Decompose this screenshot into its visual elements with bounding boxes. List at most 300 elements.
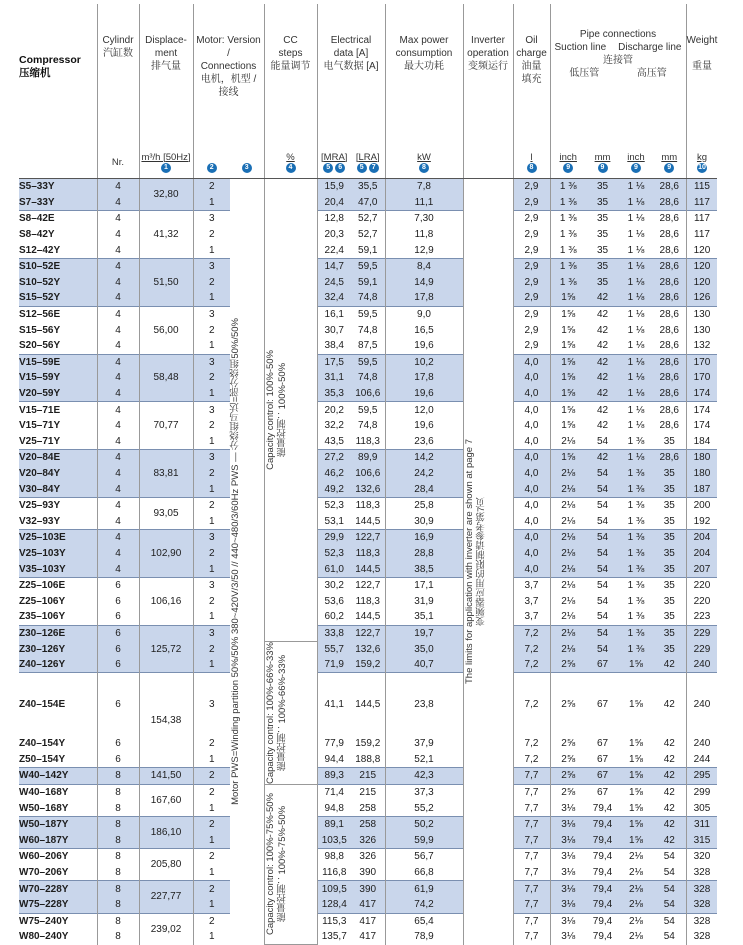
motor-version-cell: 1: [193, 561, 230, 577]
suction-inch-cell: 2⅛: [550, 561, 586, 577]
suction-mm-cell: 67: [596, 738, 609, 750]
oil-cell: 4,0: [513, 418, 550, 434]
lra-cell: 122,7: [351, 577, 385, 593]
oil-cell: 4,0: [513, 481, 550, 497]
suction-inch-cell: 1⅝: [550, 402, 586, 418]
motor-version-cell: 2: [193, 322, 230, 338]
motor-connection-note: [230, 179, 264, 945]
motor-version-cell: 1: [193, 338, 230, 354]
weight-cell: 170: [686, 370, 717, 386]
suction-mm-cell: 54: [596, 515, 609, 527]
weight-cell: 223: [686, 609, 717, 625]
oil-cell: 4,0: [513, 546, 550, 562]
cylinder-cell: 4: [97, 211, 139, 227]
table-row: [19, 736, 717, 752]
motor-version-cell: 1: [193, 657, 230, 673]
max-power-cell: 7,30: [385, 211, 463, 227]
mra-cell: 46,2: [317, 466, 351, 482]
cylinder-cell: 6: [97, 736, 139, 752]
lra-cell: 122,7: [351, 625, 385, 641]
model-cell: Z50–154Y: [19, 753, 66, 765]
suction-inch-cell: 3⅛: [550, 881, 586, 897]
discharge-inch-cell: 1 ⅛: [619, 211, 653, 227]
cylinder-cell: 4: [97, 481, 139, 497]
motor-version-cell: 3: [193, 402, 230, 418]
suction-mm-cell: 35: [596, 244, 609, 256]
model-cell: Z25–106E: [19, 577, 97, 593]
model-cell: W75–240Y: [19, 913, 97, 929]
suction-label: Suction line: [554, 42, 607, 53]
discharge-mm-cell: 28,6: [653, 290, 686, 306]
suction-inch-cell: 2⅛: [550, 513, 586, 529]
unit-inch2: inch 9: [619, 147, 653, 179]
mra-cell: 15,9: [317, 179, 351, 195]
lra-cell: 118,3: [355, 595, 380, 607]
cylinder-cell: 4: [97, 275, 139, 291]
discharge-inch-cell: 1 ⅛: [619, 258, 653, 274]
table-row: [19, 593, 717, 609]
discharge-inch-cell: 1 ⅛: [619, 275, 653, 291]
lra-cell: 144,5: [351, 561, 385, 577]
displacement-cell: 51,50: [139, 258, 193, 306]
table-row: [19, 402, 717, 418]
model-cell: S5–33Y: [19, 179, 97, 195]
weight-cell: 192: [686, 513, 717, 529]
suction-mm-cell: 35: [586, 258, 619, 274]
motor-version-cell: 2: [193, 849, 230, 865]
weight-cell: 174: [686, 386, 717, 402]
table-row: [19, 275, 717, 291]
mra-cell: 33,8: [317, 625, 351, 641]
table-row: [19, 513, 717, 529]
oil-cell: 7,7: [513, 865, 550, 881]
discharge-mm-cell: 35: [653, 577, 686, 593]
model-cell: V15–59Y: [19, 370, 97, 386]
oil-cell: 2,9: [513, 227, 550, 243]
discharge-mm-cell: 54: [663, 867, 675, 879]
table-row: [19, 577, 717, 593]
suction-inch-cell: 2⅛: [550, 577, 586, 593]
mra-cell: 89,3: [317, 768, 351, 785]
oil-cell: 2,9: [513, 290, 550, 306]
weight-cell: 328: [686, 929, 717, 945]
cylinder-cell: 4: [97, 306, 139, 322]
max-power-cell: 38,5: [385, 561, 463, 577]
suction-mm-cell: 67: [586, 768, 619, 785]
suction-inch-cell: 1 ⅜: [550, 275, 586, 291]
discharge-inch-cell: 1 ⅜: [619, 577, 653, 593]
discharge-inch-cell: 1 ⅛: [619, 179, 653, 195]
weight-cell: 328: [686, 865, 717, 881]
lra-cell: 144,5: [355, 611, 381, 623]
suction-mm-cell: 54: [586, 561, 619, 577]
mra-cell: 32,4: [317, 290, 351, 306]
motor-version-cell: 2: [193, 913, 230, 929]
table-row: [19, 657, 717, 673]
weight-cell: 126: [686, 290, 717, 306]
cylinder-header: Cylindr 汽缸数: [97, 4, 139, 147]
cylinder-cell: 4: [97, 290, 139, 306]
cylinder-cell: 4: [97, 322, 139, 338]
mra-cell: 53,1: [317, 513, 351, 529]
mra-cell: 135,7: [317, 929, 351, 945]
discharge-inch-cell: 1 ⅛: [627, 244, 645, 256]
model-cell: Z30–126E: [19, 625, 97, 641]
max-power-cell: 59,9: [385, 833, 463, 849]
discharge-inch-cell: 1 ⅜: [619, 546, 653, 562]
oil-cell: 7,7: [513, 897, 550, 913]
cylinder-cell: 4: [97, 179, 139, 195]
model-cell: W70–228Y: [19, 881, 97, 897]
motor-version-cell: 1: [193, 386, 230, 402]
mra-cell: 49,2: [317, 481, 351, 497]
discharge-inch-cell: 1 ⅜: [619, 530, 653, 546]
max-power-cell: 19,7: [385, 625, 463, 641]
oil-cell: 7,2: [513, 752, 550, 768]
table-row: [19, 752, 717, 768]
lra-cell: 390: [359, 867, 377, 879]
displacement-cell: 102,90: [139, 530, 193, 578]
discharge-mm-cell: 28,6: [653, 402, 686, 418]
unit-lra: [LRA] 5 7: [351, 147, 385, 179]
weight-cell: 117: [686, 211, 717, 227]
cylinder-cell: 4: [97, 242, 139, 258]
weight-cell: 180: [686, 466, 717, 482]
model-cell: V25–71Y: [19, 435, 61, 447]
oil-cell: 2,9: [513, 242, 550, 258]
discharge-inch-cell: 1⅝: [619, 673, 653, 736]
mra-cell: 20,4: [317, 195, 351, 211]
displacement-cell: 205,80: [139, 849, 193, 881]
motor-version-cell: 3: [193, 577, 230, 593]
weight-cell: 120: [686, 275, 717, 291]
mra-cell: 52,3: [317, 497, 351, 513]
discharge-mm-cell: 28,6: [653, 450, 686, 466]
max-power-cell: 55,2: [385, 800, 463, 816]
motor-version-cell: 1: [193, 800, 230, 816]
mra-cell: 98,8: [317, 849, 351, 865]
discharge-mm-cell: 35: [663, 595, 675, 607]
discharge-mm-cell: 28,6: [659, 244, 679, 256]
high-pressure-label: 高压管: [636, 68, 667, 79]
unit-pct: % 4: [264, 147, 317, 179]
lra-cell: 417: [359, 931, 377, 943]
table-row: [19, 784, 717, 800]
discharge-mm-cell: 54: [653, 913, 686, 929]
suction-inch-cell: 1⅝: [550, 306, 586, 322]
oil-cell: 7,2: [513, 641, 550, 657]
discharge-mm-cell: 28,6: [653, 195, 686, 211]
discharge-mm-cell: 42: [663, 802, 675, 814]
model-cell: V25–103E: [19, 530, 97, 546]
discharge-inch-cell: 1⅝: [619, 816, 653, 832]
suction-inch-cell: 3⅛: [550, 929, 586, 945]
weight-cell: 174: [686, 402, 717, 418]
suction-inch-cell: 2⅛: [550, 497, 586, 513]
suction-inch-cell: 1 ⅜: [550, 242, 586, 258]
suction-mm-cell: 79,4: [586, 897, 619, 913]
mra-cell: 71,4: [317, 784, 351, 800]
discharge-mm-cell: 28,6: [653, 211, 686, 227]
suction-inch-cell: 3⅛: [550, 849, 586, 865]
discharge-inch-cell: 1 ⅛: [627, 420, 645, 432]
unit-kw: kW 8: [385, 147, 463, 179]
motor-version-cell: 2: [193, 816, 230, 832]
unit-mm2: mm 9: [653, 147, 686, 179]
discharge-mm-cell: 35: [653, 481, 686, 497]
discharge-inch-cell: 2⅛: [629, 867, 643, 879]
max-power-cell: 23,8: [385, 673, 463, 736]
motor-version-cell: 1: [193, 242, 230, 258]
suction-inch-cell: 2⅝: [550, 752, 586, 768]
suction-mm-cell: 35: [586, 179, 619, 195]
discharge-mm-cell: 28,6: [653, 275, 686, 291]
oil-cell: 7,7: [513, 768, 550, 785]
weight-cell: 132: [686, 338, 717, 354]
table-row: [19, 290, 717, 306]
suction-mm-cell: 42: [586, 354, 619, 370]
capacity-control-note: [264, 641, 317, 784]
lra-cell: 47,0: [351, 195, 385, 211]
unit-motor2: 3: [230, 147, 264, 179]
motor-version-cell: 2: [193, 546, 230, 562]
oil-cell: 4,0: [513, 402, 550, 418]
discharge-mm-cell: 28,6: [653, 258, 686, 274]
mra-cell: 55,7: [317, 641, 351, 657]
mra-cell: 29,9: [317, 530, 351, 546]
suction-mm-cell: 54: [596, 435, 609, 447]
motor-version-cell: 1: [193, 290, 230, 306]
lra-cell: 144,5: [351, 673, 385, 736]
max-power-cell: 10,2: [385, 354, 463, 370]
model-cell: W60–187Y: [19, 833, 97, 849]
max-power-cell: 12,9: [385, 242, 463, 258]
mra-cell: 71,9: [317, 657, 351, 673]
inverter-header: Inverter operation 变频运行: [463, 4, 513, 147]
lra-cell: 390: [351, 881, 385, 897]
max-power-cell: 23,6: [385, 434, 463, 450]
discharge-mm-cell: 42: [653, 768, 686, 785]
weight-cell: 207: [686, 561, 717, 577]
suction-inch-cell: 1⅝: [550, 322, 586, 338]
motor-version-cell: 2: [193, 466, 230, 482]
lra-cell: 89,9: [351, 450, 385, 466]
cylinder-cell: 4: [97, 227, 139, 243]
max-power-cell: 8,4: [385, 258, 463, 274]
suction-mm-cell: 54: [586, 466, 619, 482]
motor-version-cell: 3: [193, 530, 230, 546]
weight-cell: 117: [686, 195, 717, 211]
suction-mm-cell: 35: [586, 195, 619, 211]
discharge-inch-cell: 1 ⅛: [619, 450, 653, 466]
max-power-cell: 40,7: [385, 657, 463, 673]
suction-inch-cell: 1⅝: [550, 370, 586, 386]
oil-cell: 2,9: [513, 258, 550, 274]
weight-cell: 184: [686, 434, 717, 450]
oil-cell: 2,9: [513, 322, 550, 338]
motor-version-cell: 2: [193, 641, 230, 657]
discharge-inch-cell: 1 ⅜: [619, 561, 653, 577]
cylinder-cell: 8: [97, 865, 139, 881]
suction-inch-cell: 1⅝: [550, 338, 586, 354]
max-power-cell: 19,6: [385, 386, 463, 402]
mra-cell: 116,8: [317, 865, 351, 881]
model-cell: V20–84Y: [19, 466, 97, 482]
cylinder-cell: 6: [97, 673, 139, 736]
model-cell: V15–71E: [19, 402, 97, 418]
max-power-cell: 17,1: [385, 577, 463, 593]
max-power-cell: 31,9: [385, 593, 463, 609]
suction-mm-cell: 42: [586, 386, 619, 402]
suction-inch-cell: 2⅛: [550, 466, 586, 482]
motor-version-cell: 1: [193, 897, 230, 913]
discharge-inch-cell: 2⅛: [619, 849, 653, 865]
oil-cell: 7,2: [513, 736, 550, 752]
compressor-spec-table: [19, 4, 717, 945]
oil-header: Oil charge 油量 填充: [513, 4, 550, 147]
displacement-cell: 83,81: [139, 450, 193, 498]
discharge-inch-cell: 2⅛: [619, 897, 653, 913]
cylinder-cell: 8: [97, 929, 139, 945]
lra-cell: 74,8: [351, 370, 385, 386]
cylinder-cell: 8: [97, 816, 139, 832]
mra-cell: 30,7: [317, 322, 351, 338]
cylinder-cell: 4: [97, 195, 139, 211]
suction-mm-cell: 42: [586, 370, 619, 386]
model-cell: Z40–154Y: [19, 738, 66, 750]
max-power-cell: 42,3: [385, 768, 463, 785]
lra-cell: 52,7: [351, 211, 385, 227]
model-cell: W80–240Y: [19, 931, 69, 943]
table-row: [19, 418, 717, 434]
cylinder-cell: 4: [97, 370, 139, 386]
discharge-inch-cell: 1 ⅛: [627, 340, 645, 352]
mra-cell: 20,3: [317, 227, 351, 243]
motor-version-cell: 2: [193, 881, 230, 897]
suction-inch-cell: 2⅛: [550, 625, 586, 641]
motor-version-cell: 2: [193, 768, 230, 785]
table-row: [19, 546, 717, 562]
cylinder-cell: 4: [97, 354, 139, 370]
table-row: [19, 929, 717, 945]
suction-inch-cell: 2⅛: [550, 481, 586, 497]
oil-cell: 4,0: [513, 466, 550, 482]
oil-cell: 2,9: [513, 275, 550, 291]
displacement-cell: 227,77: [139, 881, 193, 913]
discharge-inch-cell: 1 ⅜: [627, 611, 645, 623]
table-row: [19, 530, 717, 546]
max-power-cell: 16,5: [385, 322, 463, 338]
discharge-inch-cell: 1 ⅛: [619, 195, 653, 211]
model-cell: W70–206Y: [19, 867, 69, 879]
weight-cell: 305: [686, 800, 717, 816]
max-power-cell: 11,8: [385, 227, 463, 243]
motor-version-cell: 3: [193, 673, 230, 736]
model-cell: W75–228Y: [19, 897, 97, 913]
inverter-note-text: The limits for application with inverter are shown at page 7 变频器应用的限制请参考第7页: [463, 439, 487, 685]
lra-cell: 74,8: [358, 324, 378, 336]
lra-cell: 59,5: [351, 306, 385, 322]
weight-cell: 328: [686, 897, 717, 913]
oil-cell: 4,0: [513, 530, 550, 546]
discharge-mm-cell: 35: [663, 611, 675, 623]
pipe-title: Pipe connections: [579, 29, 657, 40]
motor-version-cell: 2: [193, 370, 230, 386]
table-row: [19, 370, 717, 386]
table-row: [19, 625, 717, 641]
cylinder-cell: 8: [97, 784, 139, 800]
cylinder-cell: 8: [97, 800, 139, 816]
discharge-mm-cell: 42: [653, 833, 686, 849]
model-cell: W50–187Y: [19, 816, 97, 832]
model-cell: Z35–106Y: [19, 611, 66, 623]
motor-version-cell: 1: [193, 434, 230, 450]
lra-cell: 258: [359, 802, 377, 814]
table-row: [19, 673, 717, 736]
max-power-cell: 11,1: [385, 195, 463, 211]
cylinder-cell: 6: [97, 625, 139, 641]
weight-cell: 220: [686, 577, 717, 593]
discharge-mm-cell: 42: [653, 784, 686, 800]
discharge-inch-cell: 1 ⅛: [619, 402, 653, 418]
max-power-cell: 61,9: [385, 881, 463, 897]
low-pressure-label: 低压管: [569, 68, 600, 79]
motor-version-cell: 1: [193, 513, 230, 529]
discharge-inch-cell: 2⅛: [629, 931, 643, 943]
displacement-cell: 154,38: [139, 673, 193, 768]
lra-cell: 118,3: [355, 435, 380, 447]
table-row: [19, 354, 717, 370]
max-power-cell: 14,9: [385, 275, 463, 291]
oil-cell: 4,0: [513, 450, 550, 466]
suction-mm-cell: 42: [586, 290, 619, 306]
model-cell: Z30–126Y: [19, 641, 97, 657]
discharge-inch-cell: 1 ⅛: [619, 386, 653, 402]
weight-cell: 295: [686, 768, 717, 785]
mra-cell: 38,4: [317, 338, 351, 354]
suction-inch-cell: 2⅝: [550, 784, 586, 800]
discharge-inch-cell: 1⅝: [619, 657, 653, 673]
table-row: [19, 800, 717, 816]
table-row: [19, 242, 717, 258]
table-row: [19, 195, 717, 211]
cylinder-cell: 4: [97, 530, 139, 546]
discharge-mm-cell: 28,6: [659, 420, 679, 432]
discharge-inch-cell: 1 ⅛: [619, 354, 653, 370]
motor-version-cell: 3: [193, 354, 230, 370]
discharge-mm-cell: 54: [663, 931, 675, 943]
displacement-cell: 93,05: [139, 497, 193, 529]
weight-cell: 240: [686, 673, 717, 736]
pipe-header: [550, 4, 686, 147]
suction-inch-cell: 3⅛: [550, 913, 586, 929]
cylinder-cell: 4: [97, 258, 139, 274]
mra-cell: 22,4: [317, 242, 351, 258]
maxpower-header: Max power consumption 最大功耗: [385, 4, 463, 147]
model-cell: S15–56Y: [19, 324, 61, 336]
weight-cell: 240: [686, 736, 717, 752]
lra-cell: 215: [351, 784, 385, 800]
discharge-inch-cell: 1 ⅛: [627, 229, 645, 241]
weight-cell: 320: [686, 849, 717, 865]
mra-cell: 103,5: [317, 833, 351, 849]
mra-cell: 115,3: [317, 913, 351, 929]
mra-cell: 14,7: [317, 258, 351, 274]
discharge-inch-cell: 1 ⅜: [627, 435, 645, 447]
weight-cell: 120: [686, 258, 717, 274]
table-row: [19, 227, 717, 243]
header-row: [19, 4, 717, 147]
